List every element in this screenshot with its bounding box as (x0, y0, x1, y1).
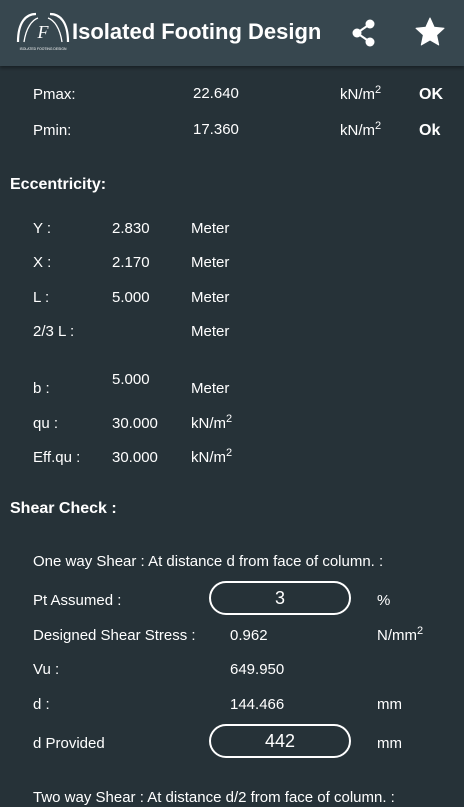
b-label: b : (33, 380, 50, 397)
eff-qu-label: Eff.qu : (33, 449, 81, 466)
designed-shear-stress-unit: $N/mm^2$ (377, 625, 424, 644)
shear-check-heading: Shear Check : (10, 500, 117, 517)
star-icon (414, 16, 446, 48)
two-thirds-l-unit: Meter (191, 323, 230, 340)
vu-value: 649.950 (230, 661, 285, 678)
eff-qu-value: 30.000 (112, 449, 158, 466)
qu-value: 30.000 (112, 415, 158, 432)
app-bar (0, 0, 464, 66)
pmin-value: 17.360 (193, 121, 239, 138)
d-provided-label: d Provided (33, 735, 105, 752)
favorite-button[interactable] (414, 16, 446, 48)
l-value: 5.000 (112, 289, 150, 306)
app-logo (14, 8, 72, 54)
d-value: 144.466 (230, 696, 285, 713)
vu-label: Vu : (33, 661, 60, 678)
eccentricity-heading: Eccentricity: (10, 176, 107, 193)
two-thirds-l-label: 2/3 L : (33, 323, 75, 340)
l-label: L : (33, 289, 50, 306)
svg-text:F: F (37, 22, 49, 42)
pmin-label: Pmin: (33, 122, 72, 139)
x-label: X : (33, 254, 52, 271)
x-unit: Meter (191, 254, 230, 271)
b-unit: Meter (191, 380, 230, 397)
app-title: Isolated Footing Design (72, 19, 322, 44)
b-value: 5.000 (112, 371, 150, 388)
pt-assumed-unit: % (377, 592, 391, 609)
svg-text:ISOLATED FOOTING DESIGN: ISOLATED FOOTING DESIGN (19, 47, 67, 51)
designed-shear-stress-label: Designed Shear Stress : (33, 627, 196, 644)
designed-shear-stress-value: 0.962 (230, 627, 268, 644)
pmax-label: Pmax: (33, 86, 76, 103)
share-button[interactable] (348, 18, 380, 48)
d-provided-input[interactable] (209, 724, 351, 758)
pmin-unit: $kN/m^2$ (340, 120, 382, 139)
eff-qu-unit: $kN/m^2$ (191, 447, 233, 466)
pmin-status: Ok (419, 122, 441, 139)
d-label: d : (33, 696, 50, 713)
qu-unit: $kN/m^2$ (191, 413, 233, 432)
two-way-shear-title: Two way Shear : At distance d/2 from face of column. : (33, 789, 395, 806)
pmax-status: OK (419, 86, 443, 103)
d-provided-unit: mm (377, 735, 402, 752)
one-way-shear-title: One way Shear : At distance d from face of column. : (33, 553, 384, 570)
pmax-unit: $kN/m^2$ (340, 84, 382, 103)
l-unit: Meter (191, 289, 230, 306)
pmax-value: 22.640 (193, 85, 239, 102)
qu-label: qu : (33, 415, 59, 432)
d-unit: mm (377, 696, 402, 713)
y-value: 2.830 (112, 220, 150, 237)
pt-assumed-label: Pt Assumed : (33, 592, 122, 609)
y-label: Y : (33, 220, 52, 237)
pt-assumed-input[interactable] (209, 581, 351, 615)
share-icon (348, 18, 380, 48)
y-unit: Meter (191, 220, 230, 237)
x-value: 2.170 (112, 254, 150, 271)
